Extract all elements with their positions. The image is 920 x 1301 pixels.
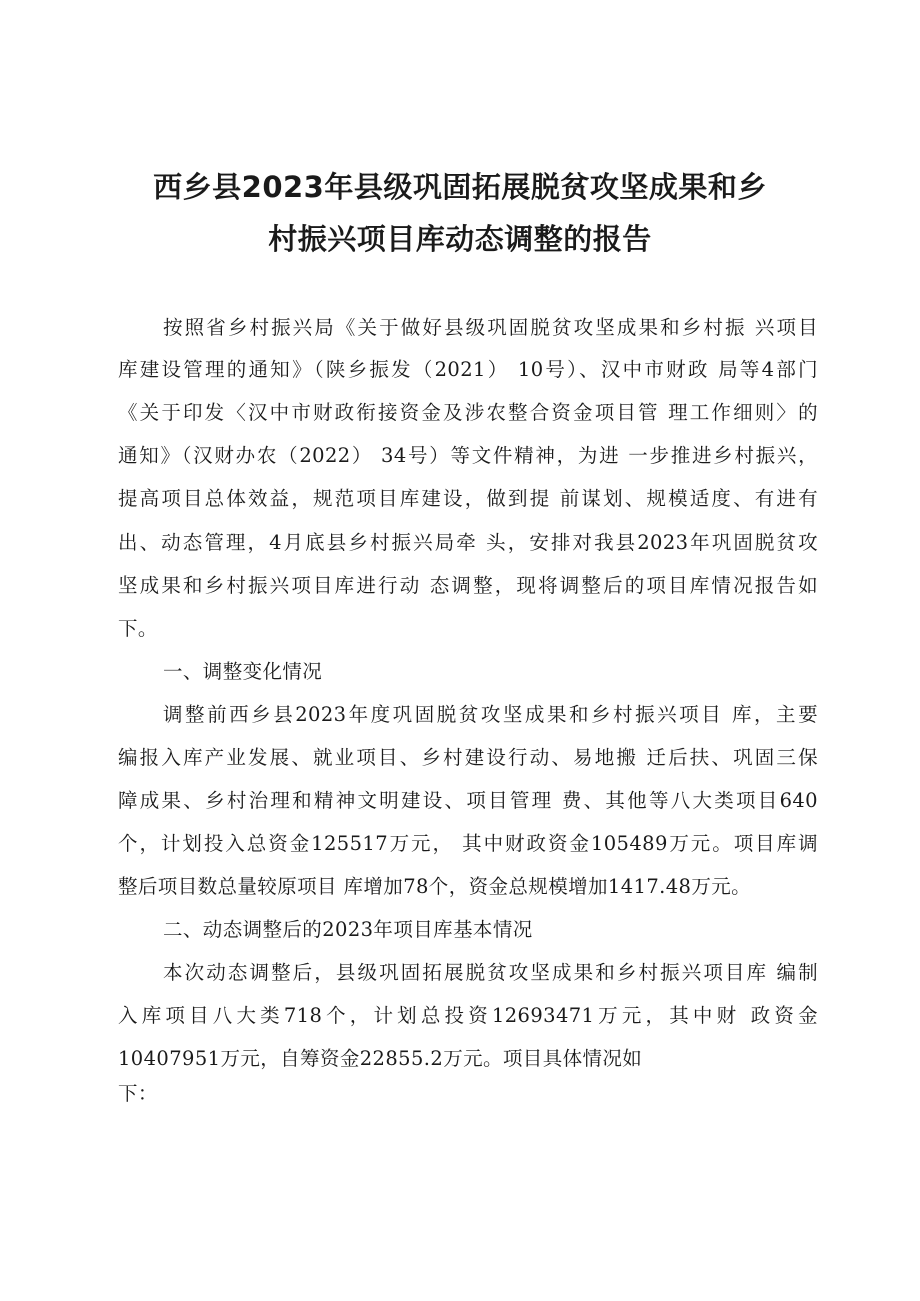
- paragraph-line: 整后项目数总量较原项目 库增加78个，资金总规模增加1417.48万元。: [118, 875, 752, 898]
- paragraph-line: 《关于印发〈汉中市财政衔接资金及涉农整合资金项目管 理工作细则〉的: [118, 401, 818, 424]
- paragraph-line: 编报入库产业发展、就业项目、乡村建设行动、易地搬 迁后扶、巩固三保: [118, 746, 818, 769]
- paragraph-line: 本次动态调整后，县级巩固拓展脱贫攻坚成果和乡村振兴项目库 编制: [163, 961, 818, 984]
- paragraph-line: 提高项目总体效益，规范项目库建设，做到提 前谋划、规模适度、有进有: [118, 487, 818, 510]
- section-heading-1: 一、调整变化情况: [163, 660, 323, 683]
- paragraph-line: 下。: [118, 617, 158, 640]
- paragraph-line: 10407951万元，自筹资金22855.2万元。项目具体情况如: [118, 1047, 643, 1070]
- document-title-line-2: 村振兴项目库动态调整的报告: [268, 222, 652, 256]
- paragraph-line: 入库项目八大类718个，计划总投资12693471万元，其中财 政资金: [118, 1004, 818, 1027]
- paragraph-line: 库建设管理的通知》（陕乡振发（2021） 10号）、汉中市财政 局等4部门: [118, 358, 818, 381]
- paragraph-line: 按照省乡村振兴局《关于做好县级巩固脱贫攻坚成果和乡村振 兴项目: [163, 316, 818, 339]
- paragraph-line: 障成果、乡村治理和精神文明建设、项目管理 费、其他等八大类项目640: [118, 789, 818, 812]
- paragraph-line: 出、动态管理，4月底县乡村振兴局牵 头，安排对我县2023年巩固脱贫攻: [118, 531, 818, 554]
- paragraph-line: 调整前西乡县2023年度巩固脱贫攻坚成果和乡村振兴项目 库，主要: [163, 703, 818, 726]
- paragraph-line: 下：: [118, 1082, 158, 1105]
- paragraph-line: 坚成果和乡村振兴项目库进行动 态调整，现将调整后的项目库情况报告如: [118, 574, 818, 597]
- paragraph-line: 通知》（汉财办农（2022） 34号）等文件精神，为进 一步推进乡村振兴，: [118, 444, 818, 467]
- document-title-line-1: 西乡县2023年县级巩固拓展脱贫攻坚成果和乡: [153, 170, 767, 204]
- section-heading-2: 二、动态调整后的2023年项目库基本情况: [163, 918, 533, 941]
- paragraph-line: 个，计划投入总资金125517万元， 其中财政资金105489万元。项目库调: [118, 832, 818, 855]
